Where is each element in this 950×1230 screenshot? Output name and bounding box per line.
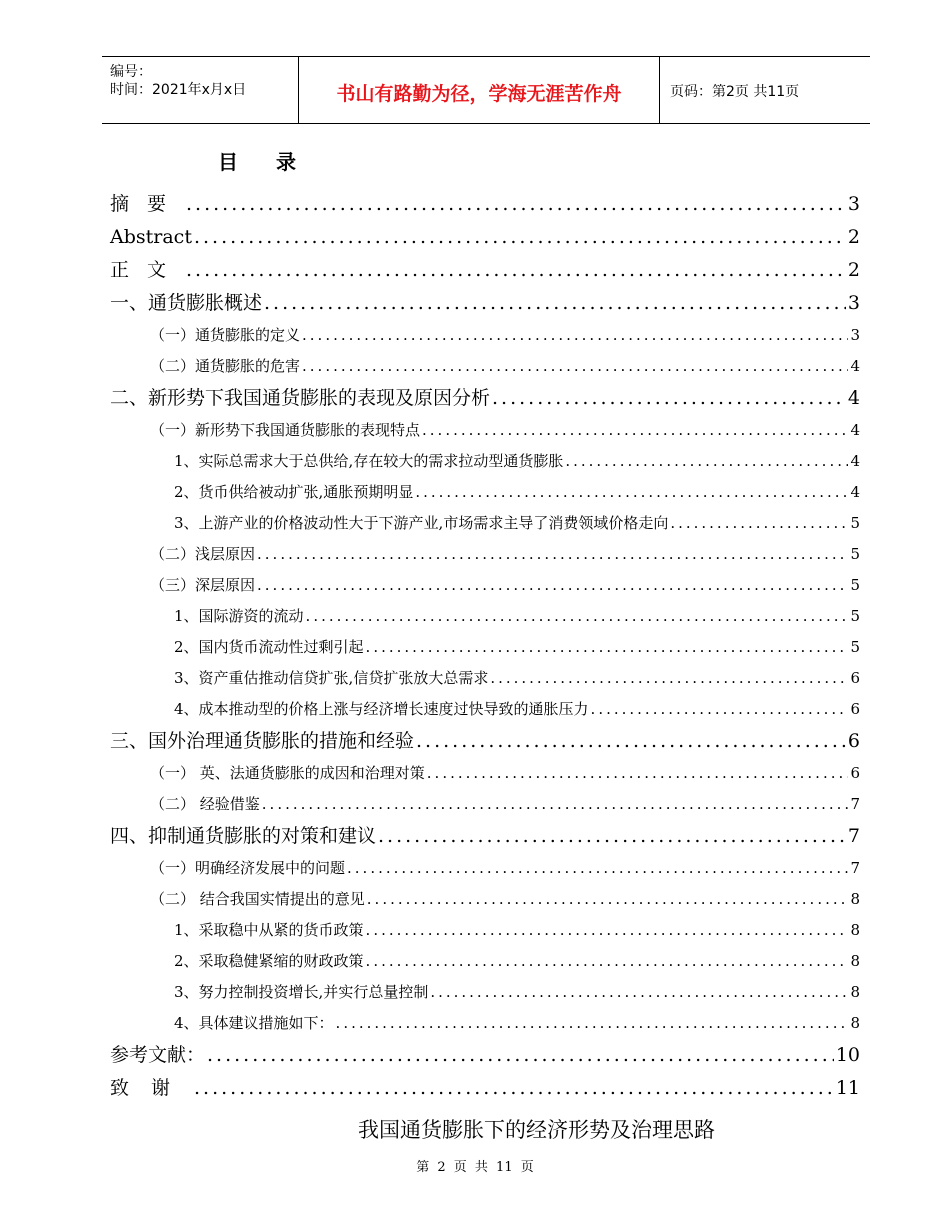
toc-entry-title: Abstract	[110, 226, 192, 248]
toc-leader	[367, 884, 849, 915]
toc-entry[interactable]	[110, 415, 860, 446]
toc-entry-page: 8	[850, 890, 860, 908]
toc-entry[interactable]	[110, 632, 860, 663]
toc-entry-page: 5	[850, 638, 860, 656]
toc-entry-title: 1、采取稳中从紧的货币政策	[174, 921, 364, 939]
toc-entry[interactable]	[110, 725, 860, 758]
toc-entry-page: 5	[850, 607, 860, 625]
toc-entry-title: 二、新形势下我国通货膨胀的表现及原因分析	[110, 387, 491, 409]
toc-entry-title: （一）通货膨胀的定义	[150, 326, 301, 344]
toc-entry-page: 8	[850, 952, 860, 970]
page-label: 页码：第2页 共11页	[670, 84, 800, 100]
toc-entry-title: （二） 结合我国实情提出的意见	[150, 890, 365, 908]
toc-entry-page: 4	[847, 387, 860, 409]
toc-entry-title: 2、货币供给被动扩张,通胀预期明显	[174, 483, 414, 501]
motto: 书山有路勤为径，学海无涯苦作舟	[336, 83, 622, 105]
toc-leader	[264, 287, 846, 320]
toc-entry-page: 4	[850, 421, 860, 439]
toc-entry[interactable]	[110, 570, 860, 601]
toc-entry[interactable]	[110, 884, 860, 915]
toc-entry-page: 2	[847, 259, 860, 281]
toc-entry[interactable]	[110, 663, 860, 694]
toc-entry-title: 参考文献：	[110, 1044, 206, 1066]
toc-leader	[430, 977, 848, 1008]
toc-entry-page: 5	[850, 545, 860, 563]
toc-entry[interactable]	[110, 601, 860, 632]
header-page-cell	[660, 57, 870, 123]
toc-leader	[306, 601, 849, 632]
toc-leader	[492, 382, 846, 415]
toc-entry[interactable]	[110, 694, 860, 725]
toc-entry-page: 7	[850, 859, 860, 877]
toc-entry-page: 10	[835, 1044, 860, 1066]
toc-entry-page: 8	[850, 983, 860, 1001]
toc-leader	[422, 415, 848, 446]
toc-entry-page: 4	[850, 452, 860, 470]
toc-entry-title: 摘要	[110, 193, 185, 215]
toc-leader	[186, 254, 846, 287]
toc-leader	[415, 477, 848, 508]
toc-entry-title: 正文	[110, 259, 185, 281]
toc-entry-page: 4	[850, 483, 860, 501]
toc-entry-title: 4、成本推动型的价格上涨与经济增长速度过快导致的通胀压力	[174, 700, 589, 718]
toc-leader	[565, 446, 848, 477]
toc-leader	[302, 320, 848, 351]
toc-entry-page: 7	[850, 795, 860, 813]
toc-leader	[416, 725, 846, 758]
toc-entry-title: （三）深层原因	[150, 576, 256, 594]
header-motto-cell	[299, 57, 660, 123]
header-table	[102, 56, 870, 124]
toc-entry-page: 3	[850, 326, 860, 344]
toc-entry-page: 2	[847, 226, 860, 248]
toc-entry[interactable]	[110, 188, 860, 221]
toc-entry-page: 11	[835, 1077, 860, 1099]
toc-entry[interactable]	[110, 946, 860, 977]
toc-entry[interactable]	[110, 1008, 860, 1039]
toc-entry-page: 6	[850, 764, 860, 782]
toc-leader	[207, 1039, 834, 1072]
table-of-contents	[110, 188, 860, 1105]
toc-leader	[427, 758, 849, 789]
toc-entry-title: （一） 英、法通货膨胀的成因和治理对策	[150, 764, 425, 782]
toc-leader	[257, 539, 848, 570]
toc-leader	[336, 1008, 849, 1039]
toc-entry[interactable]	[110, 221, 860, 254]
toc-leader	[347, 853, 848, 884]
toc-entry-page: 3	[847, 292, 860, 314]
toc-entry[interactable]	[110, 508, 860, 539]
toc-leader	[194, 221, 846, 254]
toc-entry-title: 1、实际总需求大于总供给,存在较大的需求拉动型通货膨胀	[174, 452, 564, 470]
toc-entry-page: 6	[850, 700, 860, 718]
toc-leader	[366, 632, 849, 663]
toc-entry[interactable]	[110, 351, 860, 382]
time-label: 时间：2021年x月x日	[110, 82, 247, 98]
toc-entry-title: 3、资产重估推动信贷扩张,信贷扩张放大总需求	[174, 669, 489, 687]
toc-entry[interactable]	[110, 915, 860, 946]
toc-entry-title: 三、国外治理通货膨胀的措施和经验	[110, 730, 415, 752]
toc-leader	[302, 351, 848, 382]
toc-entry-page: 6	[850, 669, 860, 687]
toc-entry-page: 6	[847, 730, 860, 752]
toc-leader	[262, 789, 849, 820]
toc-entry-page: 8	[850, 921, 860, 939]
page-footer: 第 2 页 共 11 页	[416, 1160, 534, 1175]
toc-entry-page: 7	[847, 825, 860, 847]
toc-entry-title: 2、采取稳健紧缩的财政政策	[174, 952, 364, 970]
toc-entry[interactable]	[110, 287, 860, 320]
toc-entry[interactable]	[110, 477, 860, 508]
toc-entry[interactable]	[110, 820, 860, 853]
toc-entry[interactable]	[110, 1039, 860, 1072]
toc-entry-title: （一）明确经济发展中的问题	[150, 859, 346, 877]
toc-leader	[378, 820, 846, 853]
toc-entry[interactable]	[110, 539, 860, 570]
toc-entry[interactable]	[110, 382, 860, 415]
toc-entry[interactable]	[110, 853, 860, 884]
toc-entry[interactable]	[110, 758, 860, 789]
toc-entry[interactable]	[110, 446, 860, 477]
document-title: 我国通货膨胀下的经济形势及治理思路	[358, 1118, 715, 1142]
toc-entry-title: 2、国内货币流动性过剩引起	[174, 638, 364, 656]
toc-entry-title: 一、通货膨胀概述	[110, 292, 263, 314]
toc-leader	[670, 508, 848, 539]
toc-entry-page: 5	[850, 576, 860, 594]
toc-entry-title: （二）浅层原因	[150, 545, 256, 563]
serial-label: 编号：	[110, 64, 152, 80]
toc-entry-title: （二） 经验借鉴	[150, 795, 260, 813]
toc-entry-page: 3	[847, 193, 860, 215]
toc-entry[interactable]	[110, 254, 860, 287]
toc-entry[interactable]	[110, 789, 860, 820]
toc-entry-title: 4、具体建议措施如下：	[174, 1014, 334, 1032]
toc-title: 目录	[218, 150, 334, 174]
toc-entry-title: 1、国际游资的流动	[174, 607, 304, 625]
toc-leader	[591, 694, 849, 725]
toc-leader	[257, 570, 848, 601]
toc-entry-title: （二）通货膨胀的危害	[150, 357, 301, 375]
toc-entry-title: 四、抑制通货膨胀的对策和建议	[110, 825, 377, 847]
toc-leader	[186, 188, 846, 221]
toc-entry[interactable]	[110, 1072, 860, 1105]
toc-leader	[194, 1072, 834, 1105]
toc-entry[interactable]	[110, 977, 860, 1008]
toc-entry-title: 致谢	[110, 1077, 193, 1099]
header-info-cell	[102, 57, 299, 123]
toc-entry-title: 3、努力控制投资增长,并实行总量控制	[174, 983, 429, 1001]
toc-leader	[490, 663, 848, 694]
toc-entry-page: 4	[850, 357, 860, 375]
toc-entry-title: 3、上游产业的价格波动性大于下游产业,市场需求主导了消费领域价格走向	[174, 514, 669, 532]
toc-leader	[366, 946, 849, 977]
toc-leader	[366, 915, 849, 946]
toc-entry-title: （一）新形势下我国通货膨胀的表现特点	[150, 421, 421, 439]
toc-entry[interactable]	[110, 320, 860, 351]
toc-entry-page: 5	[850, 514, 860, 532]
toc-entry-page: 8	[850, 1014, 860, 1032]
